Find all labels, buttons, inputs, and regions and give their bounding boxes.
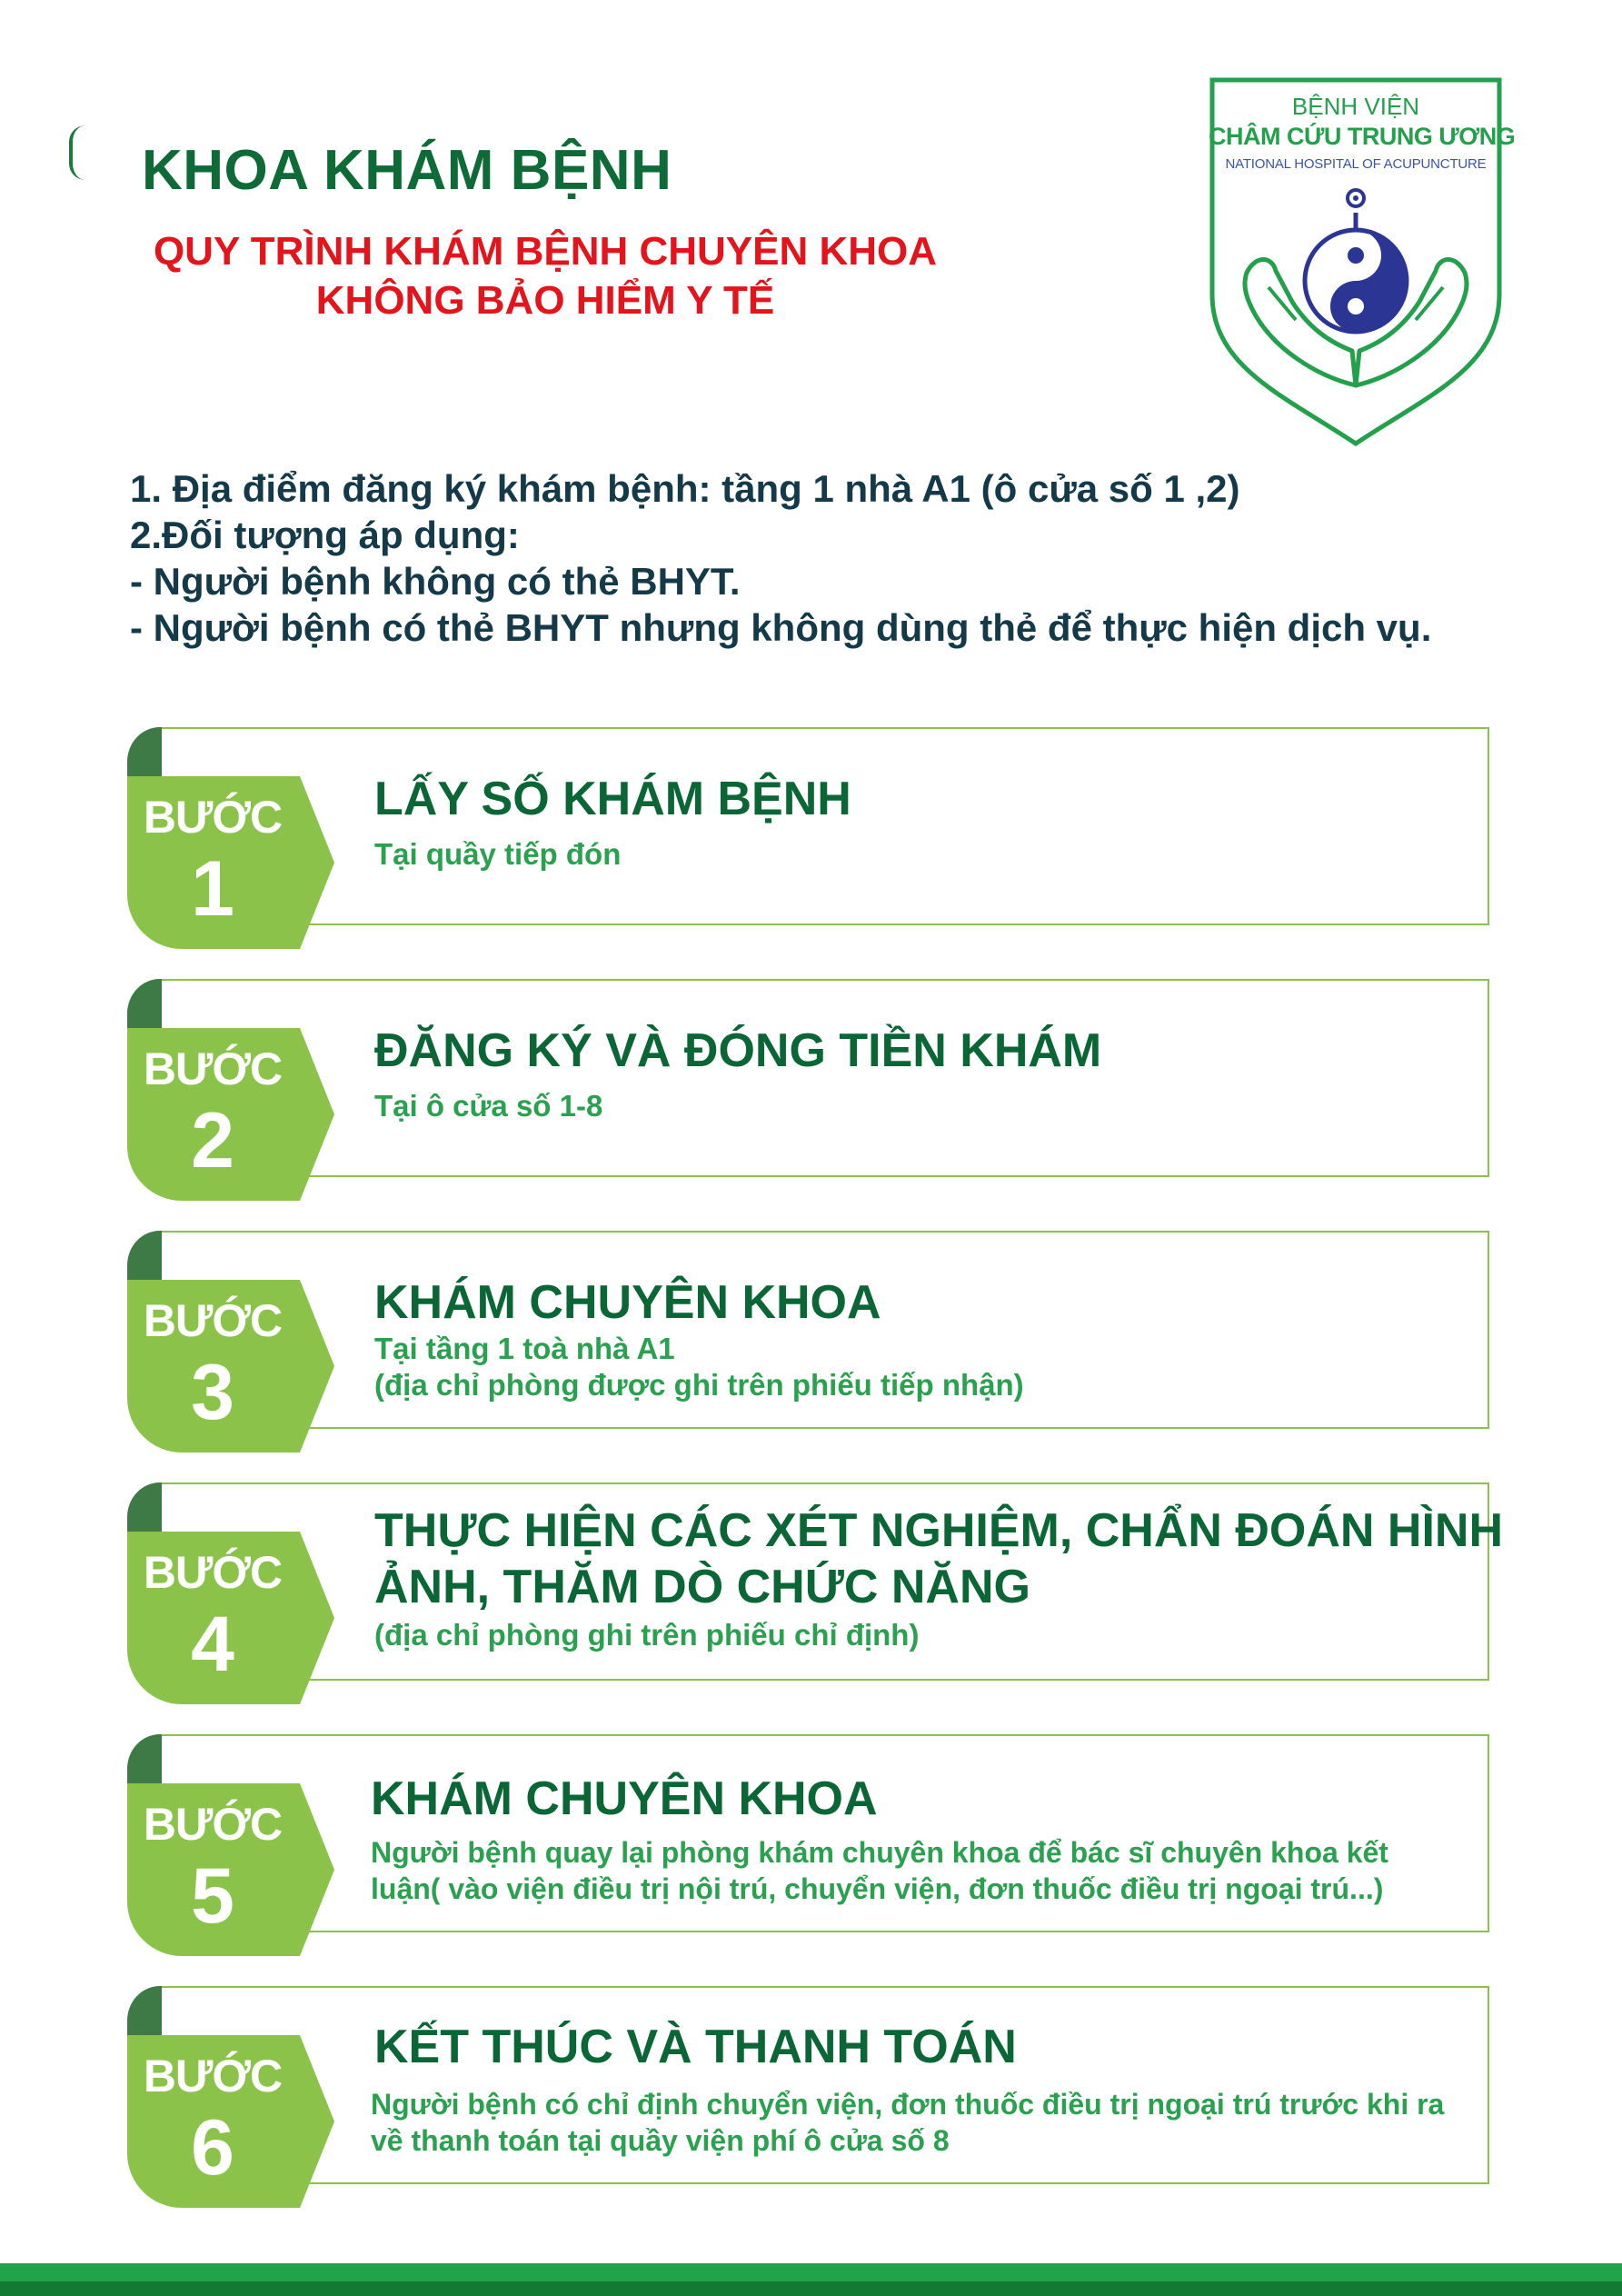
step-word: BƯỚC [143, 792, 283, 843]
step-title [371, 1771, 1607, 1827]
step-6 [125, 1986, 1493, 2208]
step-title-line: ĐĂNG KÝ VÀ ĐÓNG TIỀN KHÁM [374, 1024, 1102, 1077]
step-title [374, 1502, 1610, 1615]
step-desc-line: Người bệnh quay lại phòng khám chuyên khoa để bác sĩ chuyên khoa kết [371, 1836, 1388, 1869]
step-3 [125, 1231, 1493, 1452]
decorative-arc [69, 125, 85, 180]
info-line: - Người bệnh không có thẻ BHYT. [130, 560, 741, 603]
step-number: 1 [191, 845, 234, 933]
footer-bar [0, 2263, 1622, 2281]
step-badge [125, 1482, 334, 1704]
step-4 [125, 1482, 1504, 1704]
step-description [371, 1834, 1607, 1907]
logo-line-3: NATIONAL HOSPITAL OF ACUPUNCTURE [1225, 156, 1487, 172]
logo-line-2: CHÂM CỨU TRUNG ƯƠNG [1209, 123, 1516, 150]
step-desc-line: (địa chỉ phòng ghi trên phiếu chỉ định) [374, 1618, 920, 1652]
subtitle-line: KHÔNG BẢO HIỂM Y TẾ [315, 278, 775, 323]
logo-line-1: BỆNH VIỆN [1291, 93, 1420, 120]
step-badge [125, 1231, 334, 1452]
step-badge [125, 727, 334, 949]
step-desc-line: Tại ô cửa số 1-8 [374, 1089, 603, 1123]
step-title-line: LẤY SỐ KHÁM BỆNH [374, 773, 851, 825]
department-title: KHOA KHÁM BỆNH [142, 139, 672, 202]
step-desc-line: Tại tầng 1 toà nhà A1 [374, 1332, 675, 1365]
step-desc-line: Tại quầy tiếp đón [374, 837, 622, 871]
step-description [374, 1617, 1610, 1653]
step-description [374, 1088, 1610, 1124]
step-word: BƯỚC [143, 1043, 283, 1094]
step-number: 3 [191, 1349, 234, 1436]
info-line: 1. Địa điểm đăng ký khám bệnh: tầng 1 nhà A1 (ô cửa số 1 ,2) [130, 467, 1240, 510]
step-word: BƯỚC [143, 1295, 283, 1346]
step-5 [125, 1734, 1493, 1956]
hospital-logo [1209, 76, 1516, 449]
step-badge [125, 979, 334, 1201]
step-desc-line: về thanh toán tại quầy viện phí ô cửa số 8 [371, 2124, 950, 2157]
step-title [374, 2019, 1610, 2075]
step-description [374, 836, 1610, 873]
footer-bar-dark [0, 2281, 1622, 2296]
step-badge [125, 1734, 334, 1956]
info-line: - Người bệnh có thẻ BHYT nhưng không dùng thẻ để thực hiện dịch vụ. [130, 606, 1432, 649]
step-title-line: KẾT THÚC VÀ THANH TOÁN [374, 2021, 1017, 2073]
step-desc-line: Người bệnh có chỉ định chuyển viện, đơn thuốc điều trị ngoại trú trước khi ra [371, 2088, 1445, 2121]
step-word: BƯỚC [143, 1799, 283, 1850]
step-description [374, 1331, 1610, 1403]
info-line: 2.Đối tượng áp dụng: [130, 514, 520, 556]
step-badge [125, 1986, 334, 2208]
step-title-line: KHÁM CHUYÊN KHOA [374, 1276, 881, 1329]
step-1 [125, 727, 1493, 949]
procedure-subtitle [109, 227, 981, 325]
info-section [130, 465, 1431, 651]
step-desc-line: luận( vào viện điều trị nội trú, chuyển viện, đơn thuốc điều trị ngoại trú...) [371, 1872, 1384, 1905]
step-word: BƯỚC [143, 1547, 283, 1598]
step-word: BƯỚC [143, 2051, 283, 2101]
step-number: 2 [191, 1097, 234, 1184]
step-title-line: THỰC HIỆN CÁC XÉT NGHIỆM, CHẨN ĐOÁN HÌNH [374, 1504, 1504, 1557]
step-title [374, 771, 1610, 827]
step-desc-line: (địa chỉ phòng được ghi trên phiếu tiếp nhận) [374, 1368, 1024, 1402]
step-description [371, 2086, 1607, 2159]
step-title-line: KHÁM CHUYÊN KHOA [371, 1772, 878, 1825]
step-2 [125, 979, 1493, 1201]
step-number: 4 [191, 1601, 234, 1688]
step-number: 5 [191, 1852, 234, 1940]
step-title [374, 1274, 1610, 1331]
step-title [374, 1023, 1610, 1079]
step-title-line: ẢNH, THĂM DÒ CHỨC NĂNG [374, 1561, 1030, 1613]
subtitle-line: QUY TRÌNH KHÁM BỆNH CHUYÊN KHOA [153, 229, 938, 274]
step-number: 6 [191, 2104, 234, 2191]
